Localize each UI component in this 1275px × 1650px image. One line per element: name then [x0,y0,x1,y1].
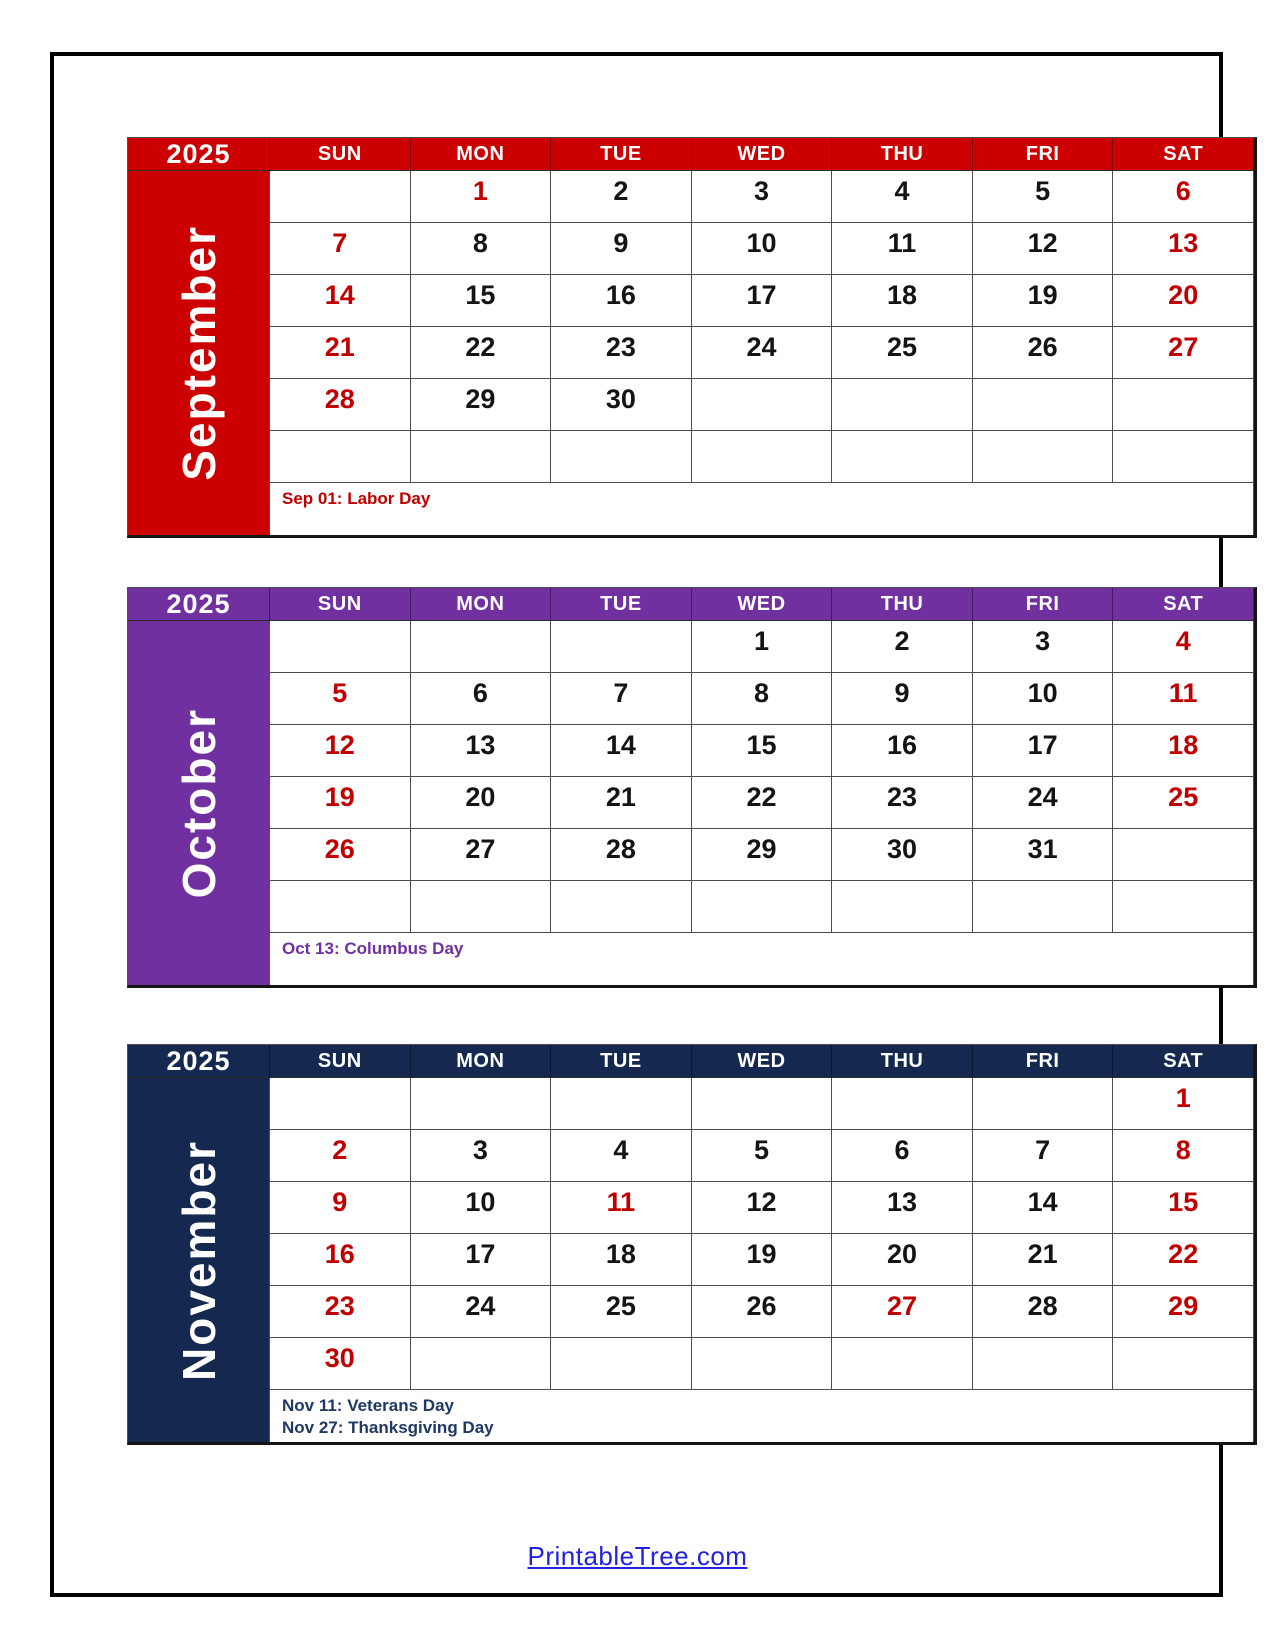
date-cell-sep-5: 5 [973,171,1114,223]
date-cell-sep-26: 26 [973,327,1114,379]
november-calendar-table [127,1044,1257,1445]
year-label: 2025 [128,588,270,621]
date-cell-oct-6: 6 [411,673,552,725]
date-cell-empty [832,1338,973,1390]
date-cell-sep-27: 27 [1113,327,1254,379]
date-cell-empty [1113,829,1254,881]
date-cell-empty [1113,881,1254,933]
date-cell-empty [270,171,411,223]
date-cell-empty [270,881,411,933]
date-cell-oct-14: 14 [551,725,692,777]
date-cell-empty [411,881,552,933]
date-cell-nov-6: 6 [832,1130,973,1182]
date-cell-empty [1113,431,1254,483]
weekday-header-thu: THU [832,138,973,171]
footer [0,1541,1275,1572]
date-cell-oct-24: 24 [973,777,1114,829]
date-cell-oct-20: 20 [411,777,552,829]
date-cell-nov-12: 12 [692,1182,833,1234]
weekday-header-mon: MON [411,588,552,621]
holiday-note: Sep 01: Labor Day [282,489,431,508]
date-cell-nov-28: 28 [973,1286,1114,1338]
date-cell-oct-10: 10 [973,673,1114,725]
date-cell-oct-9: 9 [832,673,973,725]
date-cell-empty [832,1078,973,1130]
weekday-header-mon: MON [411,1045,552,1078]
weekday-header-thu: THU [832,588,973,621]
date-cell-nov-18: 18 [551,1234,692,1286]
date-cell-nov-13: 13 [832,1182,973,1234]
month-name-label: September [172,225,225,481]
date-cell-sep-20: 20 [1113,275,1254,327]
date-cell-empty [1113,1338,1254,1390]
date-cell-sep-1: 1 [411,171,552,223]
date-cell-empty [973,881,1114,933]
date-cell-nov-30: 30 [270,1338,411,1390]
date-cell-sep-13: 13 [1113,223,1254,275]
date-cell-nov-24: 24 [411,1286,552,1338]
date-cell-nov-11: 11 [551,1182,692,1234]
date-cell-sep-25: 25 [832,327,973,379]
date-cell-empty [411,621,552,673]
october-calendar-table [127,587,1257,988]
date-cell-empty [270,621,411,673]
date-cell-oct-17: 17 [973,725,1114,777]
date-cell-oct-22: 22 [692,777,833,829]
date-cell-empty [551,881,692,933]
date-cell-oct-21: 21 [551,777,692,829]
october-color-band [128,621,270,985]
date-cell-oct-31: 31 [973,829,1114,881]
date-cell-sep-17: 17 [692,275,833,327]
date-cell-empty [411,431,552,483]
weekday-header-tue: TUE [551,1045,692,1078]
date-cell-empty [551,431,692,483]
date-cell-empty [973,1078,1114,1130]
date-cell-oct-3: 3 [973,621,1114,673]
date-cell-sep-30: 30 [551,379,692,431]
date-cell-nov-2: 2 [270,1130,411,1182]
date-cell-empty [692,881,833,933]
date-cell-sep-24: 24 [692,327,833,379]
holiday-note: Nov 11: Veterans Day [282,1396,454,1415]
date-cell-nov-27: 27 [832,1286,973,1338]
date-cell-sep-14: 14 [270,275,411,327]
date-cell-sep-23: 23 [551,327,692,379]
date-cell-sep-8: 8 [411,223,552,275]
september-calendar-table [127,137,1257,538]
date-cell-nov-15: 15 [1113,1182,1254,1234]
date-cell-oct-26: 26 [270,829,411,881]
date-cell-sep-29: 29 [411,379,552,431]
date-cell-nov-21: 21 [973,1234,1114,1286]
weekday-header-sun: SUN [270,138,411,171]
date-cell-sep-16: 16 [551,275,692,327]
month-name-label: October [172,707,225,899]
date-cell-nov-14: 14 [973,1182,1114,1234]
weekday-header-sun: SUN [270,1045,411,1078]
holiday-note: Nov 27: Thanksgiving Day [282,1418,494,1438]
weekday-header-sat: SAT [1113,1045,1254,1078]
weekday-header-wed: WED [692,1045,833,1078]
september-color-band [128,171,270,535]
date-cell-nov-16: 16 [270,1234,411,1286]
date-cell-oct-18: 18 [1113,725,1254,777]
date-cell-oct-29: 29 [692,829,833,881]
date-cell-nov-22: 22 [1113,1234,1254,1286]
month-name-label: November [172,1139,225,1381]
weekday-header-sat: SAT [1113,588,1254,621]
date-cell-oct-27: 27 [411,829,552,881]
date-cell-oct-23: 23 [832,777,973,829]
date-cell-empty [832,379,973,431]
date-cell-oct-2: 2 [832,621,973,673]
weekday-header-sat: SAT [1113,138,1254,171]
page-border [50,52,1223,1597]
holiday-note: Oct 13: Columbus Day [282,939,464,958]
date-cell-oct-16: 16 [832,725,973,777]
date-cell-empty [411,1078,552,1130]
date-cell-sep-7: 7 [270,223,411,275]
date-cell-oct-25: 25 [1113,777,1254,829]
weekday-header-sun: SUN [270,588,411,621]
date-cell-oct-4: 4 [1113,621,1254,673]
date-cell-empty [832,881,973,933]
date-cell-empty [973,1338,1114,1390]
weekday-header-tue: TUE [551,138,692,171]
september-holiday-area [270,483,1254,535]
date-cell-oct-13: 13 [411,725,552,777]
date-cell-nov-10: 10 [411,1182,552,1234]
date-cell-nov-8: 8 [1113,1130,1254,1182]
date-cell-sep-10: 10 [692,223,833,275]
date-cell-oct-7: 7 [551,673,692,725]
weekday-header-fri: FRI [973,138,1114,171]
date-cell-nov-29: 29 [1113,1286,1254,1338]
weekday-header-wed: WED [692,588,833,621]
year-label: 2025 [128,138,270,171]
weekday-header-tue: TUE [551,588,692,621]
month-section-september [127,137,1257,538]
date-cell-empty [692,431,833,483]
weekday-header-thu: THU [832,1045,973,1078]
date-cell-nov-19: 19 [692,1234,833,1286]
date-cell-nov-9: 9 [270,1182,411,1234]
date-cell-empty [270,1078,411,1130]
date-cell-nov-20: 20 [832,1234,973,1286]
date-cell-sep-3: 3 [692,171,833,223]
november-color-band [128,1078,270,1442]
date-cell-sep-11: 11 [832,223,973,275]
date-cell-empty [551,621,692,673]
date-cell-nov-7: 7 [973,1130,1114,1182]
date-cell-empty [973,379,1114,431]
date-cell-empty [692,1078,833,1130]
weekday-header-mon: MON [411,138,552,171]
date-cell-oct-15: 15 [692,725,833,777]
date-cell-sep-28: 28 [270,379,411,431]
weekday-header-wed: WED [692,138,833,171]
date-cell-sep-22: 22 [411,327,552,379]
date-cell-empty [411,1338,552,1390]
date-cell-nov-23: 23 [270,1286,411,1338]
date-cell-empty [551,1338,692,1390]
date-cell-nov-4: 4 [551,1130,692,1182]
date-cell-oct-11: 11 [1113,673,1254,725]
year-label: 2025 [128,1045,270,1078]
weekday-header-fri: FRI [973,588,1114,621]
footer-link[interactable]: PrintableTree.com [527,1541,748,1571]
date-cell-oct-19: 19 [270,777,411,829]
date-cell-oct-12: 12 [270,725,411,777]
date-cell-nov-26: 26 [692,1286,833,1338]
date-cell-sep-2: 2 [551,171,692,223]
date-cell-empty [692,1338,833,1390]
date-cell-nov-17: 17 [411,1234,552,1286]
date-cell-oct-30: 30 [832,829,973,881]
date-cell-nov-25: 25 [551,1286,692,1338]
month-section-november [127,1044,1257,1445]
date-cell-sep-19: 19 [973,275,1114,327]
date-cell-sep-18: 18 [832,275,973,327]
date-cell-empty [832,431,973,483]
date-cell-oct-1: 1 [692,621,833,673]
date-cell-empty [551,1078,692,1130]
date-cell-oct-28: 28 [551,829,692,881]
date-cell-oct-5: 5 [270,673,411,725]
date-cell-empty [270,431,411,483]
date-cell-nov-5: 5 [692,1130,833,1182]
date-cell-sep-21: 21 [270,327,411,379]
month-section-october [127,587,1257,988]
date-cell-empty [973,431,1114,483]
date-cell-sep-15: 15 [411,275,552,327]
date-cell-sep-9: 9 [551,223,692,275]
date-cell-nov-3: 3 [411,1130,552,1182]
date-cell-sep-4: 4 [832,171,973,223]
date-cell-empty [1113,379,1254,431]
date-cell-nov-1: 1 [1113,1078,1254,1130]
october-holiday-area [270,933,1254,985]
date-cell-empty [692,379,833,431]
november-holiday-area [270,1390,1254,1442]
date-cell-oct-8: 8 [692,673,833,725]
weekday-header-fri: FRI [973,1045,1114,1078]
date-cell-sep-6: 6 [1113,171,1254,223]
date-cell-sep-12: 12 [973,223,1114,275]
